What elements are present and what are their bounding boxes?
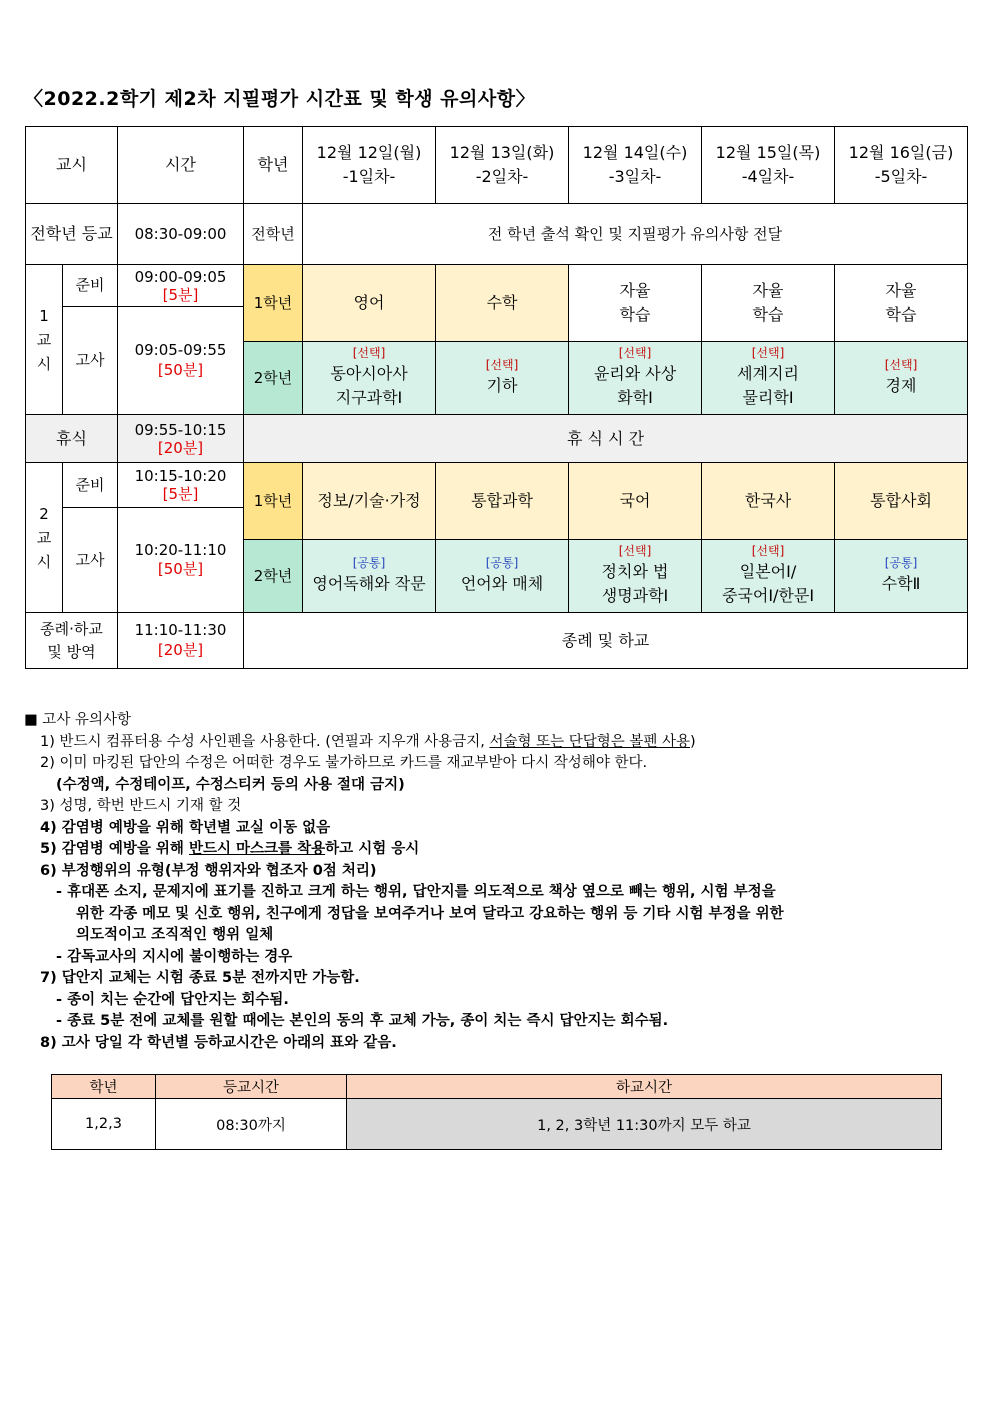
note-7-item-2: - 종료 5분 전에 교체를 원할 때에는 본인의 동의 후 교체 가능, 종이 치는 즉시 답안지는 회수됨. (56, 1013, 669, 1029)
header-day-4 (702, 127, 835, 204)
p2-exam-time-cell (118, 508, 244, 613)
note-text: 1) 반드시 컴퓨터용 수성 사인펜을 사용한다. (연필과 지우개 사용금지, (40, 733, 490, 750)
note-6-item-1-cont: 위한 각종 메모 및 신호 행위, 친구에게 정답을 보여주거나 보여 달라고 강요하는 행위 등 기타 시험 부정을 위한 (76, 905, 784, 922)
note-5 (24, 839, 964, 861)
notes-heading: ■ 고사 유의사항 (24, 712, 131, 728)
p2-grade-2: 2학년 (244, 540, 303, 613)
p1-prep-label: 준비 (63, 265, 118, 307)
arrival-content: 전 학년 출석 확인 및 지필평가 유의사항 전달 (303, 204, 968, 265)
p1-prep-time: 09:00-09:05 (134, 267, 227, 286)
p2-g1-day5: 통합사회 (835, 463, 968, 540)
break-time-cell (118, 415, 244, 463)
note-underlined: 서술형 또는 단답형은 볼펜 사용 (489, 733, 690, 750)
subject: 경제 (885, 375, 917, 395)
p1-g2-day4 (702, 342, 835, 415)
p2-g1-day3: 국어 (569, 463, 702, 540)
col-header-grade: 학년 (52, 1075, 156, 1099)
day-label: -4일차- (741, 167, 795, 186)
note-6-item-1: - 휴대폰 소지, 문제지에 표기를 진하고 크게 하는 행위, 답안지를 의도적으로 책상 옆으로 빼는 행위, 시험 부정을 (56, 884, 776, 900)
col-header-arrival: 등교시간 (156, 1075, 347, 1099)
note-6-item-2: - 감독교사의 지시에 불이행하는 경우 (56, 948, 293, 965)
p1-g2-day5 (835, 342, 968, 415)
note-3: 3) 성명, 학번 반드시 기재 할 것 (40, 798, 242, 814)
header-day-1 (303, 127, 436, 204)
subject: 세계지리 물리학Ⅰ (737, 363, 799, 407)
subject-tag: [선택] (485, 358, 519, 373)
subject-tag: [선택] (751, 544, 785, 559)
note-6-item-1-cont2: 의도적이고 조직적인 행위 일체 (76, 927, 274, 943)
p2-prep-duration: [5분] (162, 485, 199, 503)
p2-prep-time: 10:15-10:20 (134, 467, 227, 485)
p1-prep-time-cell (118, 265, 244, 307)
p2-g1-day1: 정보/기술·가정 (303, 463, 436, 540)
note-text: 5) 감염병 예방을 위해 (40, 841, 189, 857)
note-7-item-1: - 종이 치는 순간에 답안지는 회수됨. (56, 991, 289, 1008)
header-day-2 (436, 127, 569, 204)
col-header-dismissal: 하교시간 (347, 1075, 942, 1099)
cell-dismissal: 1, 2, 3학년 11:30까지 모두 하교 (347, 1099, 942, 1150)
p2-g1-day4: 한국사 (702, 463, 835, 540)
day-date: 12월 16일(금) (848, 143, 954, 162)
p1-exam-time-cell (118, 307, 244, 415)
p2-g2-day5 (835, 540, 968, 613)
note-underlined: 반드시 마스크를 착용 (188, 841, 326, 857)
day-date: 12월 13일(화) (449, 143, 555, 162)
subject-tag: [선택] (884, 358, 918, 373)
subject-tag: [선택] (751, 346, 785, 361)
header-day-5 (835, 127, 968, 204)
break-content: 휴 식 시 간 (244, 415, 968, 463)
p2-prep-label: 준비 (63, 463, 118, 508)
p2-exam-duration: [50분] (157, 560, 204, 578)
header-period: 교시 (26, 127, 118, 204)
subject: 언어와 매체 (460, 573, 544, 593)
subject-tag: [공통] (352, 556, 386, 571)
closing-duration: [20분] (157, 640, 204, 659)
exam-notes (24, 710, 964, 1054)
note-text: ) (689, 733, 696, 750)
subject: 동아시아사 지구과학Ⅰ (330, 363, 408, 407)
p2-grade-1: 1학년 (244, 463, 303, 540)
closing-time: 11:10-11:30 (134, 621, 227, 639)
header-day-3 (569, 127, 702, 204)
note-1 (24, 732, 964, 754)
note-6: 6) 부정행위의 유형(부정 행위자와 협조자 0점 처리) (40, 862, 377, 879)
p1-g1-day4: 자율 학습 (702, 265, 835, 342)
p1-g2-day3 (569, 342, 702, 415)
subject-tag: [공통] (485, 556, 519, 571)
header-time: 시간 (118, 127, 244, 204)
note-8: 8) 고사 당일 각 학년별 등하교시간은 아래의 표와 같음. (40, 1034, 397, 1051)
page-title: 〈2022.2학기 제2차 지필평가 시간표 및 학생 유의사항〉 (24, 88, 536, 110)
break-time: 09:55-10:15 (134, 420, 227, 439)
p2-exam-time: 10:20-11:10 (134, 540, 227, 559)
subject: 정치와 법 생명과학Ⅰ (601, 561, 669, 605)
subject: 윤리와 사상 화학Ⅰ (593, 363, 677, 407)
p1-g1-day5: 자율 학습 (835, 265, 968, 342)
p1-g2-day2 (436, 342, 569, 415)
p1-g1-day1: 영어 (303, 265, 436, 342)
day-label: -1일차- (342, 167, 396, 186)
arrival-time: 08:30-09:00 (118, 204, 244, 265)
p2-prep-time-cell (118, 463, 244, 508)
p1-exam-time: 09:05-09:55 (134, 341, 227, 359)
p1-grade-1: 1학년 (244, 265, 303, 342)
break-label: 휴식 (26, 415, 118, 463)
arrival-label: 전학년 등교 (26, 204, 118, 265)
day-date: 12월 14일(수) (582, 143, 688, 162)
p2-g2-day1 (303, 540, 436, 613)
day-date: 12월 15일(목) (715, 143, 821, 162)
p1-exam-label: 고사 (63, 307, 118, 415)
closing-time-cell (118, 613, 244, 669)
cell-grade: 1,2,3 (52, 1099, 156, 1150)
p2-g2-day3 (569, 540, 702, 613)
p1-g2-day1 (303, 342, 436, 415)
arrival-grade: 전학년 (244, 204, 303, 265)
period-2-label: 2 교 시 (26, 463, 63, 613)
header-grade: 학년 (244, 127, 303, 204)
p1-g1-day2: 수학 (436, 265, 569, 342)
subject-tag: [선택] (352, 346, 386, 361)
p2-exam-label: 고사 (63, 508, 118, 613)
p1-g1-day3: 자율 학습 (569, 265, 702, 342)
day-label: -2일차- (475, 167, 529, 186)
day-label: -5일차- (874, 167, 928, 186)
note-2-sub: (수정액, 수정테이프, 수정스티커 등의 사용 절대 금지) (56, 776, 405, 793)
p1-grade-2: 2학년 (244, 342, 303, 415)
subject: 일본어Ⅰ/ 중국어Ⅰ/한문Ⅰ (721, 561, 815, 605)
closing-label: 종례·하교 및 방역 (26, 613, 118, 669)
note-2: 2) 이미 마킹된 답안의 수정은 어떠한 경우도 불가하므로 카드를 재교부받아 다시 작성해야 한다. (40, 755, 648, 771)
period-1-label: 1 교 시 (26, 265, 63, 415)
cell-arrival: 08:30까지 (156, 1099, 347, 1150)
subject: 영어독해와 작문 (312, 573, 426, 593)
note-7: 7) 답안지 교체는 시험 종료 5분 전까지만 가능함. (40, 970, 360, 986)
note-text: 하고 시험 응시 (325, 841, 420, 857)
day-label: -3일차- (608, 167, 662, 186)
attendance-table (51, 1074, 942, 1150)
p1-exam-duration: [50분] (157, 360, 204, 379)
subject-tag: [공통] (884, 556, 918, 571)
note-4: 4) 감염병 예방을 위해 학년별 교실 이동 없음 (40, 819, 331, 836)
p1-prep-duration: [5분] (162, 285, 199, 304)
p2-g1-day2: 통합과학 (436, 463, 569, 540)
exam-timetable (25, 126, 968, 669)
subject: 수학Ⅱ (881, 573, 921, 593)
p2-g2-day4 (702, 540, 835, 613)
break-duration: [20분] (157, 438, 204, 457)
closing-content: 종례 및 하교 (244, 613, 968, 669)
subject-tag: [선택] (618, 346, 652, 361)
subject-tag: [선택] (618, 544, 652, 559)
p2-g2-day2 (436, 540, 569, 613)
subject: 기하 (486, 375, 518, 395)
day-date: 12월 12일(월) (316, 143, 422, 162)
